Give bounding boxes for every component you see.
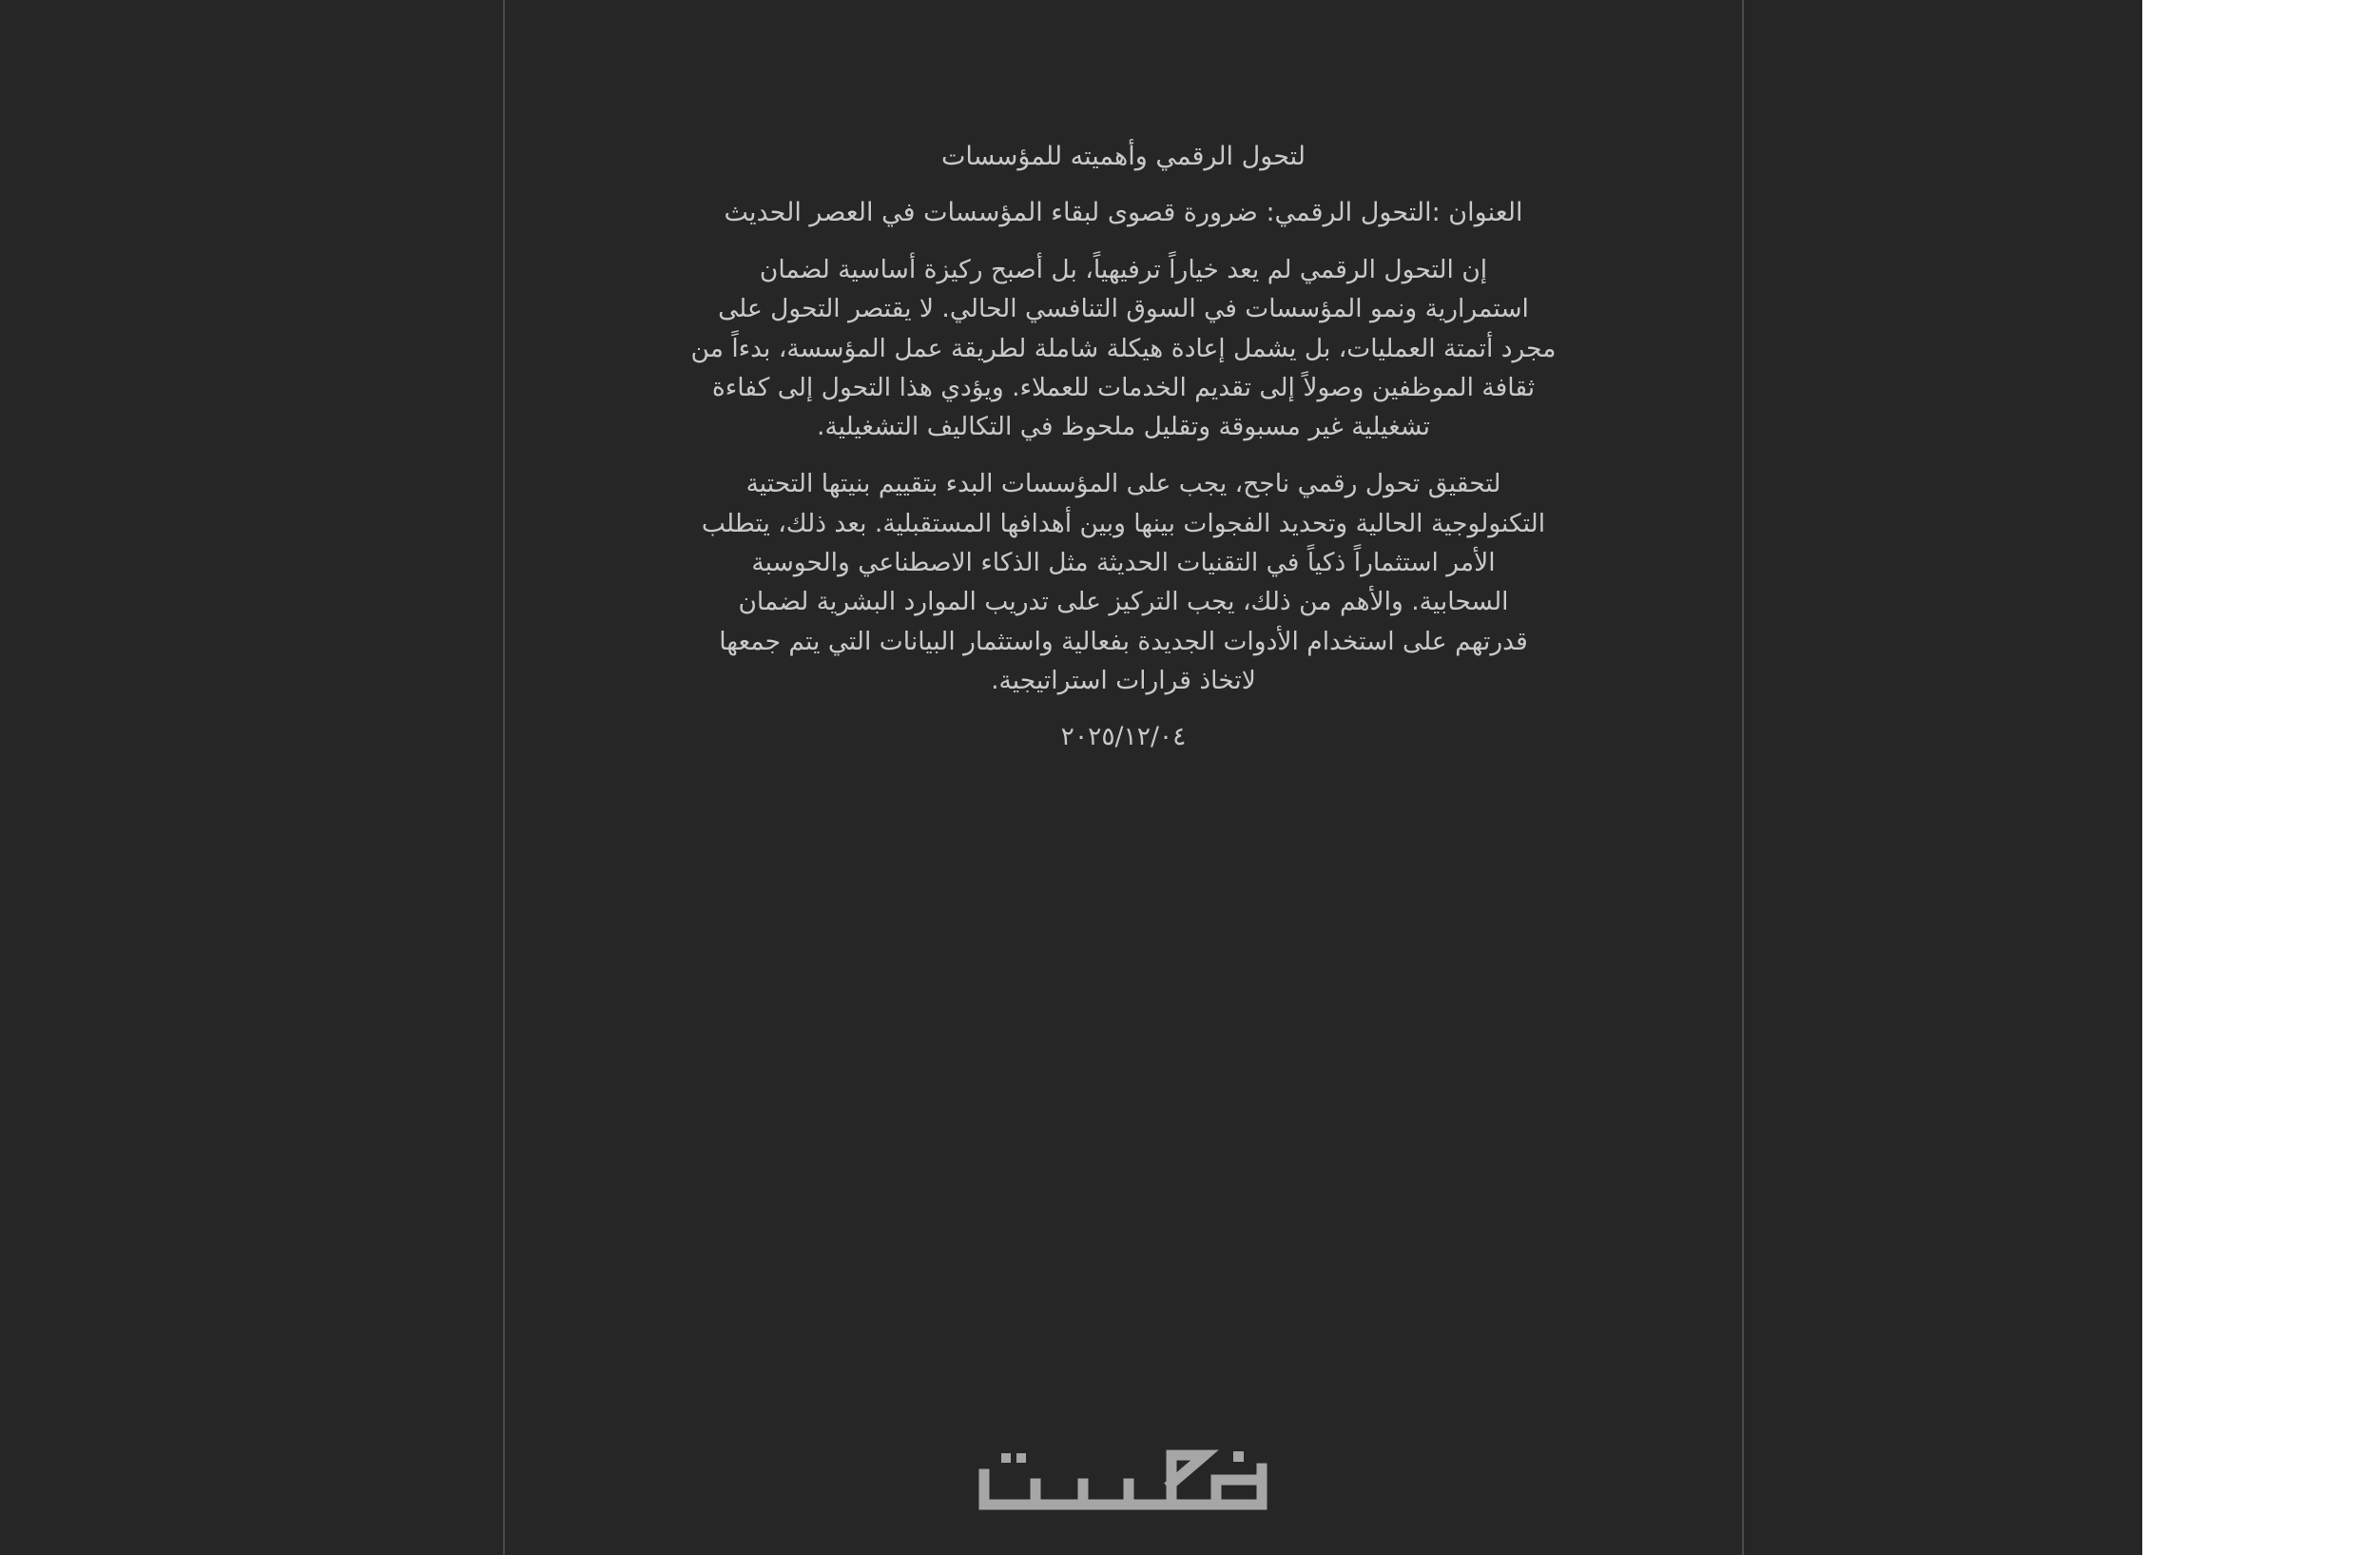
- paragraph-line: الأمر استثماراً ذكياً في التقنيات الحديثة مثل الذكاء الاصطناعي والحوسبة: [751, 548, 1496, 578]
- paragraph-line: لتحقيق تحول رقمي ناجح، يجب على المؤسسات البدء بتقييم بنيتها التحتية: [745, 469, 1501, 499]
- paragraph-line: السحابية. والأهم من ذلك، يجب التركيز على تدريب الموارد البشرية لضمان: [738, 587, 1509, 617]
- paragraph-line: ثقافة الموظفين وصولاً إلى تقديم الخدمات للعملاء. ويؤدي هذا التحول إلى كفاءة: [711, 372, 1536, 402]
- paragraph-line: مجرد أتمتة العمليات، بل يشمل إعادة هيكلة شاملة لطريقة عمل المؤسسة، بدءاً من: [690, 333, 1557, 363]
- document-page: [503, 0, 1744, 1555]
- document-title: لتحول الرقمي وأهميته للمؤسسات: [941, 142, 1306, 171]
- paragraph-2: [691, 464, 1557, 700]
- paragraph-line: استمرارية ونمو المؤسسات في السوق التنافسي الحالي. لا يقتصر التحول على: [718, 294, 1529, 324]
- paragraph-line: تشغيلية غير مسبوقة وتقليل ملحوظ في التكاليف التشغيلية.: [817, 412, 1430, 442]
- document-date: ٢٠٢٥/١٢/٠٤: [1060, 722, 1187, 752]
- paragraph-line: إن التحول الرقمي لم يعد خياراً ترفيهياً، بل أصبح ركيزة أساسية لضمان: [759, 255, 1488, 284]
- paragraph-line: قدرتهم على استخدام الأدوات الجديدة بفعالية واستثمار البيانات التي يتم جمعها: [719, 626, 1528, 656]
- khamsat-logo: [505, 1446, 1742, 1516]
- paragraph-line: لاتخاذ قرارات استراتيجية.: [991, 665, 1256, 695]
- khamsat-logo-mark: [977, 1446, 1271, 1512]
- document-content: [505, 138, 1742, 756]
- document-subtitle: العنوان :التحول الرقمي: ضرورة قصوى لبقاء المؤسسات في العصر الحديث: [724, 198, 1523, 227]
- paragraph-1: [691, 250, 1557, 446]
- paragraph-line: التكنولوجية الحالية وتحديد الفجوات بينها وبين أهدافها المستقبلية. بعد ذلك، يتطلب: [701, 508, 1546, 538]
